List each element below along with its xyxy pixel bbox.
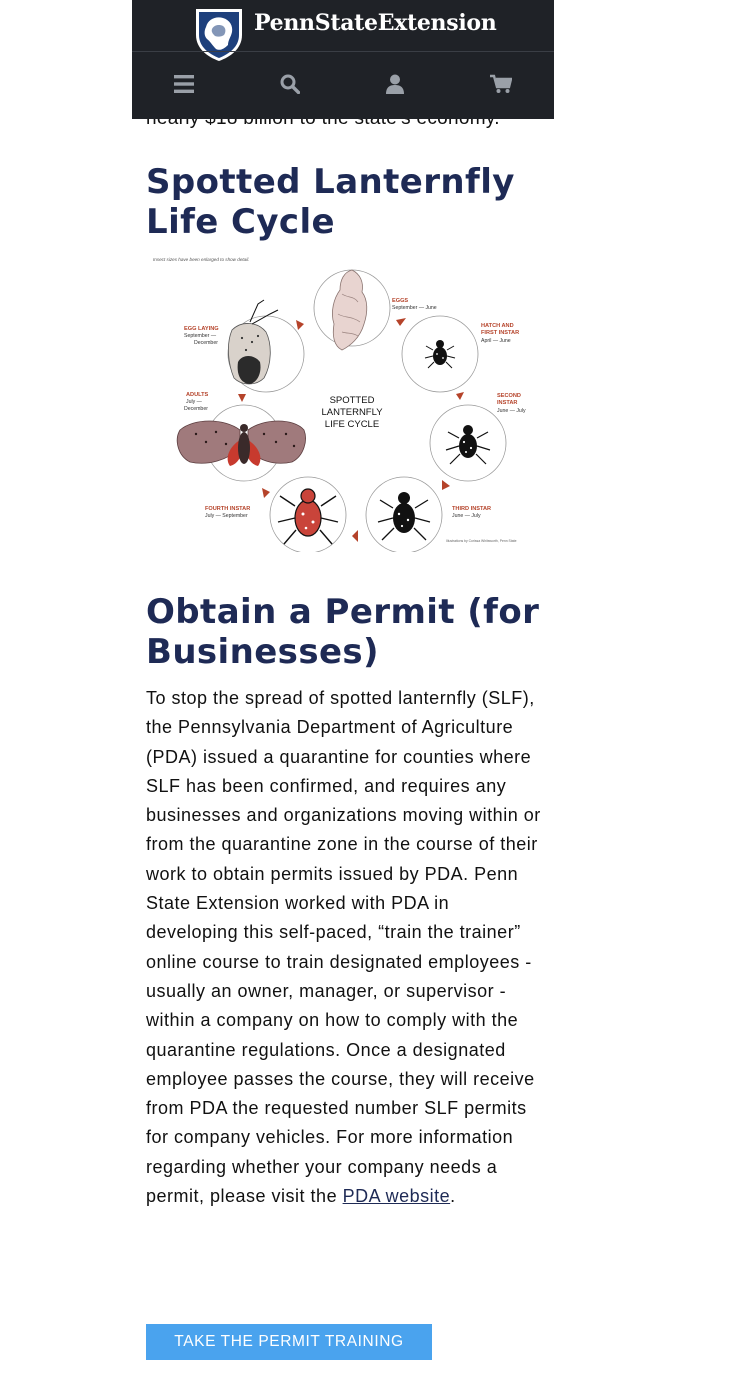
fourth-instar-label: FOURTH INSTAR [205, 506, 251, 512]
search-button[interactable] [270, 66, 310, 102]
arrow-5 [262, 488, 270, 498]
adults-time-1: July — [186, 399, 202, 405]
egg-laying-time-1: September — [184, 333, 217, 339]
account-button[interactable] [375, 66, 415, 102]
egg-laying-adult [228, 300, 278, 384]
menu-icon [174, 75, 194, 93]
center-title-line3: LIFE CYCLE [324, 419, 380, 430]
fourth-instar-nymph [278, 489, 338, 544]
main-nav [132, 52, 554, 119]
permit-heading-line1: Obtain a Permit (for [146, 592, 540, 632]
cart-icon [490, 74, 512, 94]
site-header [132, 0, 554, 119]
eggs-time: September — June [392, 305, 437, 311]
fourth-instar-time: July — September [205, 513, 248, 519]
user-icon [386, 74, 404, 94]
cart-button[interactable] [481, 66, 521, 102]
arrow-1 [396, 318, 406, 326]
hatch-label-1: HATCH AND [481, 323, 514, 329]
life-cycle-heading-line2: Life Cycle [146, 202, 335, 242]
third-instar-time: June — July [452, 513, 481, 519]
search-icon [280, 74, 300, 94]
arrow-4 [352, 530, 358, 542]
brand-name: PennStateExtension [254, 10, 497, 36]
second-instar-label-2: INSTAR [497, 400, 518, 406]
diagram-center-title [321, 395, 383, 430]
diagram-credit: Illustrations by Corissa Whitsworth, Penn State [446, 539, 517, 543]
arrow-3 [442, 480, 450, 490]
egg-mass-illustration [332, 270, 366, 350]
paragraph-end: . [450, 1186, 456, 1207]
center-title-line1: SPOTTED [329, 395, 375, 406]
egg-laying-label: EGG LAYING [184, 326, 219, 332]
second-instar-nymph [446, 425, 490, 464]
hatch-label-2: FIRST INSTAR [481, 330, 520, 336]
second-instar-time: June — July [497, 408, 526, 414]
life-cycle-illustration [146, 252, 540, 552]
menu-button[interactable] [164, 66, 204, 102]
life-cycle-heading-line1: Spotted Lanternfly [146, 162, 515, 202]
second-instar-label-1: SECOND [497, 393, 521, 399]
permit-paragraph-text: To stop the spread of spotted lanternfly (SLF), the Pennsylvania Department of Agriculture (PDA) issued a quarantine for counties where SLF has been confirmed, and requires any businesses and organizations moving within or from the quarantine zone in the course of their work to obtain permits issued by PDA. Penn State Extension worked with PDA in developing this self-paced, “train the trainer” online course to train designated employees - usually an owner, manager, or supervisor - within a company on how to comply with the quarantine regulations. Once a designated employee passes the course, they will receive from PDA the requested number SLF permits for company vehicles. For more information regarding whether your company needs a permit, please visit the [146, 688, 541, 1207]
life-cycle-diagram [146, 252, 540, 552]
third-instar-label: THIRD INSTAR [452, 506, 492, 512]
arrow-6 [238, 394, 246, 402]
permit-heading-line2: Businesses) [146, 632, 379, 672]
pda-website-link[interactable]: PDA website [342, 1186, 451, 1207]
permit-paragraph [146, 684, 546, 1211]
adults-label: ADULTS [186, 392, 209, 398]
life-cycle-heading [146, 162, 526, 242]
hatch-time: April — June [481, 338, 511, 344]
adults-time-2: December [184, 406, 208, 412]
center-title-line2: LANTERNFLY [321, 407, 383, 418]
arrow-2 [456, 392, 464, 400]
adult-lanternfly [177, 421, 305, 466]
egg-laying-time-2: December [194, 340, 218, 346]
take-permit-training-button[interactable]: TAKE THE PERMIT TRAINING [146, 1324, 432, 1360]
first-instar-nymph [425, 340, 455, 368]
arrow-7 [296, 320, 304, 330]
brand-logo[interactable] [132, 0, 554, 50]
eggs-label: EGGS [392, 298, 409, 304]
diagram-note: Insect sizes have been enlarged to show detail. [153, 257, 250, 262]
third-instar-nymph [378, 492, 430, 540]
permit-heading [146, 592, 546, 672]
